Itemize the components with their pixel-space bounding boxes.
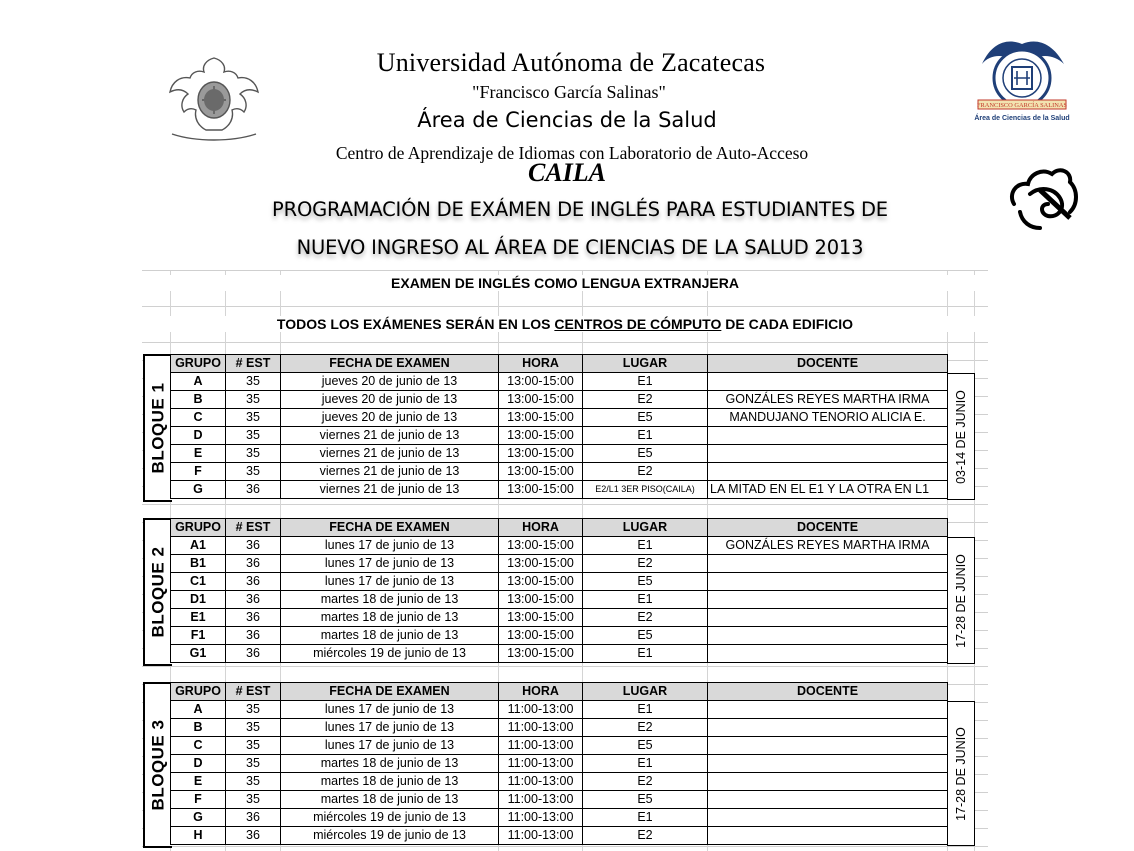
cell-hora: 11:00-13:00 bbox=[499, 737, 583, 755]
cell-est: 35 bbox=[226, 463, 281, 481]
cell-grupo: D bbox=[171, 755, 226, 773]
cell-lugar: E2 bbox=[583, 555, 708, 573]
cell-grupo: C1 bbox=[171, 573, 226, 591]
cell-est: 35 bbox=[226, 719, 281, 737]
cell-hora: 13:00-15:00 bbox=[499, 481, 583, 499]
block-label-text: BLOQUE 3 bbox=[148, 719, 168, 811]
sheet-title: EXAMEN DE INGLÉS COMO LENGUA EXTRANJERA bbox=[142, 275, 988, 291]
cell-hora: 13:00-15:00 bbox=[499, 645, 583, 663]
cell-fecha: miércoles 19 de junio de 13 bbox=[281, 827, 499, 845]
cell-fecha: jueves 20 de junio de 13 bbox=[281, 391, 499, 409]
programming-title-line1: PROGRAMACIÓN DE EXÁMEN DE INGLÉS PARA ESTUDIANTES DE bbox=[272, 198, 888, 221]
cell-grupo: C bbox=[171, 737, 226, 755]
cell-fecha: viernes 21 de junio de 13 bbox=[281, 481, 499, 499]
table-row bbox=[171, 445, 948, 463]
cell-lugar: E1 bbox=[583, 701, 708, 719]
cell-est: 35 bbox=[226, 409, 281, 427]
column-header-docente: DOCENTE bbox=[708, 683, 948, 701]
cell-hora: 11:00-13:00 bbox=[499, 809, 583, 827]
table-row bbox=[171, 481, 948, 499]
cell-lugar: E1 bbox=[583, 591, 708, 609]
block-label-text: BLOQUE 1 bbox=[148, 382, 168, 474]
cell-lugar: E1 bbox=[583, 755, 708, 773]
cell-grupo: E bbox=[171, 445, 226, 463]
cell-grupo: A1 bbox=[171, 537, 226, 555]
cell-lugar: E2 bbox=[583, 391, 708, 409]
cell-docente bbox=[708, 773, 948, 791]
cell-lugar: E5 bbox=[583, 737, 708, 755]
table-row bbox=[171, 537, 948, 555]
cell-docente bbox=[708, 701, 948, 719]
area-title: Área de Ciencias de la Salud bbox=[417, 108, 717, 132]
table-row bbox=[171, 755, 948, 773]
cell-docente bbox=[708, 791, 948, 809]
centro-title: Centro de Aprendizaje de Idiomas con Laboratorio de Auto-Acceso bbox=[335, 143, 809, 163]
cell-est: 36 bbox=[226, 827, 281, 845]
table-row bbox=[171, 701, 948, 719]
cell-hora: 13:00-15:00 bbox=[499, 391, 583, 409]
column-header-est: # EST bbox=[226, 355, 281, 373]
cell-hora: 13:00-15:00 bbox=[499, 427, 583, 445]
column-header-fecha: FECHA DE EXAMEN bbox=[281, 355, 499, 373]
column-header-est: # EST bbox=[226, 683, 281, 701]
cell-est: 36 bbox=[226, 573, 281, 591]
column-header-docente: DOCENTE bbox=[708, 519, 948, 537]
block-label bbox=[143, 682, 172, 848]
cell-fecha: miércoles 19 de junio de 13 bbox=[281, 645, 499, 663]
column-header-fecha: FECHA DE EXAMEN bbox=[281, 683, 499, 701]
cell-lugar: E2 bbox=[583, 773, 708, 791]
cell-lugar: E5 bbox=[583, 573, 708, 591]
block-label bbox=[143, 354, 172, 502]
cell-docente: MANDUJANO TENORIO ALICIA E. bbox=[708, 409, 948, 427]
cell-grupo: F bbox=[171, 791, 226, 809]
cell-lugar: E1 bbox=[583, 645, 708, 663]
cell-est: 36 bbox=[226, 809, 281, 827]
cell-est: 36 bbox=[226, 481, 281, 499]
cell-fecha: jueves 20 de junio de 13 bbox=[281, 409, 499, 427]
logo-ribbon-text: FRANCISCO GARCÍA SALINAS bbox=[976, 102, 1068, 109]
cell-lugar: E2 bbox=[583, 609, 708, 627]
cell-docente bbox=[708, 609, 948, 627]
table-row bbox=[171, 645, 948, 663]
cell-est: 35 bbox=[226, 773, 281, 791]
cell-fecha: viernes 21 de junio de 13 bbox=[281, 427, 499, 445]
date-range-text: 17-28 DE JUNIO bbox=[954, 553, 968, 648]
cell-hora: 13:00-15:00 bbox=[499, 409, 583, 427]
table-row bbox=[171, 827, 948, 845]
cell-grupo: F bbox=[171, 463, 226, 481]
cell-fecha: lunes 17 de junio de 13 bbox=[281, 537, 499, 555]
cell-grupo: C bbox=[171, 409, 226, 427]
table-row bbox=[171, 427, 948, 445]
cell-est: 35 bbox=[226, 701, 281, 719]
date-range-box bbox=[947, 537, 975, 664]
table-row bbox=[171, 773, 948, 791]
cell-docente bbox=[708, 445, 948, 463]
cell-est: 36 bbox=[226, 627, 281, 645]
table-header-row bbox=[171, 355, 948, 373]
cell-grupo: B bbox=[171, 391, 226, 409]
cell-docente bbox=[708, 627, 948, 645]
column-header-lugar: LUGAR bbox=[583, 519, 708, 537]
cell-grupo: E1 bbox=[171, 609, 226, 627]
table-row bbox=[171, 573, 948, 591]
cell-grupo: A bbox=[171, 701, 226, 719]
cell-est: 35 bbox=[226, 373, 281, 391]
cell-est: 35 bbox=[226, 791, 281, 809]
cell-est: 35 bbox=[226, 755, 281, 773]
cell-lugar: E1 bbox=[583, 537, 708, 555]
table-row bbox=[171, 737, 948, 755]
column-header-est: # EST bbox=[226, 519, 281, 537]
column-header-lugar: LUGAR bbox=[583, 683, 708, 701]
cell-docente bbox=[708, 827, 948, 845]
cell-fecha: martes 18 de junio de 13 bbox=[281, 773, 499, 791]
block-label-text: BLOQUE 2 bbox=[148, 546, 168, 638]
cell-docente bbox=[708, 555, 948, 573]
cell-est: 36 bbox=[226, 645, 281, 663]
cell-lugar: E1 bbox=[583, 427, 708, 445]
cell-docente bbox=[708, 463, 948, 481]
date-range-box bbox=[947, 701, 975, 846]
computing-centers-notice bbox=[142, 316, 988, 332]
table-row bbox=[171, 609, 948, 627]
cell-docente bbox=[708, 373, 948, 391]
cell-fecha: jueves 20 de junio de 13 bbox=[281, 373, 499, 391]
cell-hora: 13:00-15:00 bbox=[499, 555, 583, 573]
cell-hora: 13:00-15:00 bbox=[499, 463, 583, 481]
cell-lugar: E5 bbox=[583, 409, 708, 427]
cell-est: 36 bbox=[226, 591, 281, 609]
cell-docente bbox=[708, 591, 948, 609]
cell-fecha: martes 18 de junio de 13 bbox=[281, 609, 499, 627]
cell-lugar: E2/L1 3ER PISO(CAILA) bbox=[583, 481, 708, 499]
cell-hora: 13:00-15:00 bbox=[499, 537, 583, 555]
cell-docente bbox=[708, 427, 948, 445]
cell-grupo: H bbox=[171, 827, 226, 845]
cell-hora: 11:00-13:00 bbox=[499, 773, 583, 791]
column-header-docente: DOCENTE bbox=[708, 355, 948, 373]
table-row bbox=[171, 591, 948, 609]
table-row bbox=[171, 627, 948, 645]
table-row bbox=[171, 391, 948, 409]
logo-caption-text: Área de Ciencias de la Salud bbox=[974, 115, 1070, 122]
column-header-grupo: GRUPO bbox=[171, 519, 226, 537]
cell-est: 35 bbox=[226, 445, 281, 463]
exam-schedule-table bbox=[170, 354, 948, 499]
cell-grupo: D1 bbox=[171, 591, 226, 609]
cell-est: 36 bbox=[226, 555, 281, 573]
cell-lugar: E5 bbox=[583, 627, 708, 645]
cell-fecha: miércoles 19 de junio de 13 bbox=[281, 809, 499, 827]
column-header-hora: HORA bbox=[499, 355, 583, 373]
cell-docente: GONZÁLES REYES MARTHA IRMA bbox=[708, 537, 948, 555]
cell-fecha: martes 18 de junio de 13 bbox=[281, 591, 499, 609]
notice-text-end: DE CADA EDIFICIO bbox=[721, 316, 854, 332]
cell-fecha: martes 18 de junio de 13 bbox=[281, 791, 499, 809]
exam-schedule-table bbox=[170, 518, 948, 663]
date-range-text: 03-14 DE JUNIO bbox=[954, 389, 968, 484]
university-name: Universidad Autónoma de Zacatecas bbox=[376, 48, 766, 77]
cell-hora: 13:00-15:00 bbox=[499, 609, 583, 627]
cell-fecha: viernes 21 de junio de 13 bbox=[281, 445, 499, 463]
cell-lugar: E1 bbox=[583, 373, 708, 391]
table-row bbox=[171, 555, 948, 573]
cell-grupo: G bbox=[171, 481, 226, 499]
table-row bbox=[171, 373, 948, 391]
table-row bbox=[171, 409, 948, 427]
table-header-row bbox=[171, 519, 948, 537]
cell-fecha: viernes 21 de junio de 13 bbox=[281, 463, 499, 481]
notice-underlined: CENTROS DE CÓMPUTO bbox=[554, 316, 722, 332]
table-row bbox=[171, 809, 948, 827]
cell-grupo: A bbox=[171, 373, 226, 391]
cell-hora: 11:00-13:00 bbox=[499, 827, 583, 845]
cell-grupo: G bbox=[171, 809, 226, 827]
programming-title-line2: NUEVO INGRESO AL ÁREA DE CIENCIAS DE LA SALUD 2013 bbox=[296, 236, 864, 259]
cell-lugar: E5 bbox=[583, 445, 708, 463]
cell-est: 36 bbox=[226, 537, 281, 555]
cell-lugar: E2 bbox=[583, 827, 708, 845]
date-range-text: 17-28 DE JUNIO bbox=[954, 726, 968, 821]
cell-fecha: lunes 17 de junio de 13 bbox=[281, 701, 499, 719]
notice-text-start: TODOS LOS EXÁMENES SERÁN EN LOS bbox=[276, 316, 555, 332]
column-header-grupo: GRUPO bbox=[171, 683, 226, 701]
cell-grupo: F1 bbox=[171, 627, 226, 645]
cell-docente bbox=[708, 737, 948, 755]
date-range-box bbox=[947, 373, 975, 500]
cell-est: 35 bbox=[226, 427, 281, 445]
cell-lugar: E5 bbox=[583, 791, 708, 809]
cell-hora: 13:00-15:00 bbox=[499, 445, 583, 463]
cell-fecha: lunes 17 de junio de 13 bbox=[281, 719, 499, 737]
cell-hora: 13:00-15:00 bbox=[499, 591, 583, 609]
cell-docente bbox=[708, 755, 948, 773]
cell-hora: 13:00-15:00 bbox=[499, 627, 583, 645]
table-header-row bbox=[171, 683, 948, 701]
cell-hora: 11:00-13:00 bbox=[499, 791, 583, 809]
cell-fecha: lunes 17 de junio de 13 bbox=[281, 737, 499, 755]
cell-grupo: D bbox=[171, 427, 226, 445]
cell-est: 36 bbox=[226, 609, 281, 627]
cell-fecha: martes 18 de junio de 13 bbox=[281, 755, 499, 773]
cell-hora: 13:00-15:00 bbox=[499, 573, 583, 591]
cell-fecha: lunes 17 de junio de 13 bbox=[281, 555, 499, 573]
cell-grupo: B1 bbox=[171, 555, 226, 573]
cell-hora: 11:00-13:00 bbox=[499, 701, 583, 719]
column-header-hora: HORA bbox=[499, 683, 583, 701]
exam-schedule-table bbox=[170, 682, 948, 845]
column-header-grupo: GRUPO bbox=[171, 355, 226, 373]
cell-lugar: E2 bbox=[583, 719, 708, 737]
cell-lugar: E2 bbox=[583, 463, 708, 481]
column-header-fecha: FECHA DE EXAMEN bbox=[281, 519, 499, 537]
cell-est: 35 bbox=[226, 391, 281, 409]
cell-docente bbox=[708, 809, 948, 827]
cell-fecha: lunes 17 de junio de 13 bbox=[281, 573, 499, 591]
cell-grupo: G1 bbox=[171, 645, 226, 663]
cell-fecha: martes 18 de junio de 13 bbox=[281, 627, 499, 645]
table-row bbox=[171, 791, 948, 809]
university-subtitle: "Francisco García Salinas" bbox=[472, 82, 666, 102]
caila-title: CAILA bbox=[527, 158, 607, 187]
column-header-hora: HORA bbox=[499, 519, 583, 537]
table-row bbox=[171, 463, 948, 481]
cell-hora: 13:00-15:00 bbox=[499, 373, 583, 391]
column-header-lugar: LUGAR bbox=[583, 355, 708, 373]
cell-grupo: B bbox=[171, 719, 226, 737]
table-row bbox=[171, 719, 948, 737]
cell-docente bbox=[708, 719, 948, 737]
cell-est: 35 bbox=[226, 737, 281, 755]
cell-hora: 11:00-13:00 bbox=[499, 755, 583, 773]
cell-docente: GONZÁLES REYES MARTHA IRMA bbox=[708, 391, 948, 409]
cell-hora: 11:00-13:00 bbox=[499, 719, 583, 737]
cell-lugar: E1 bbox=[583, 809, 708, 827]
block-label bbox=[143, 518, 172, 666]
cell-docente bbox=[708, 645, 948, 663]
cell-docente: LA MITAD EN EL E1 Y LA OTRA EN L1 bbox=[708, 481, 948, 499]
cell-grupo: E bbox=[171, 773, 226, 791]
cell-docente bbox=[708, 573, 948, 591]
